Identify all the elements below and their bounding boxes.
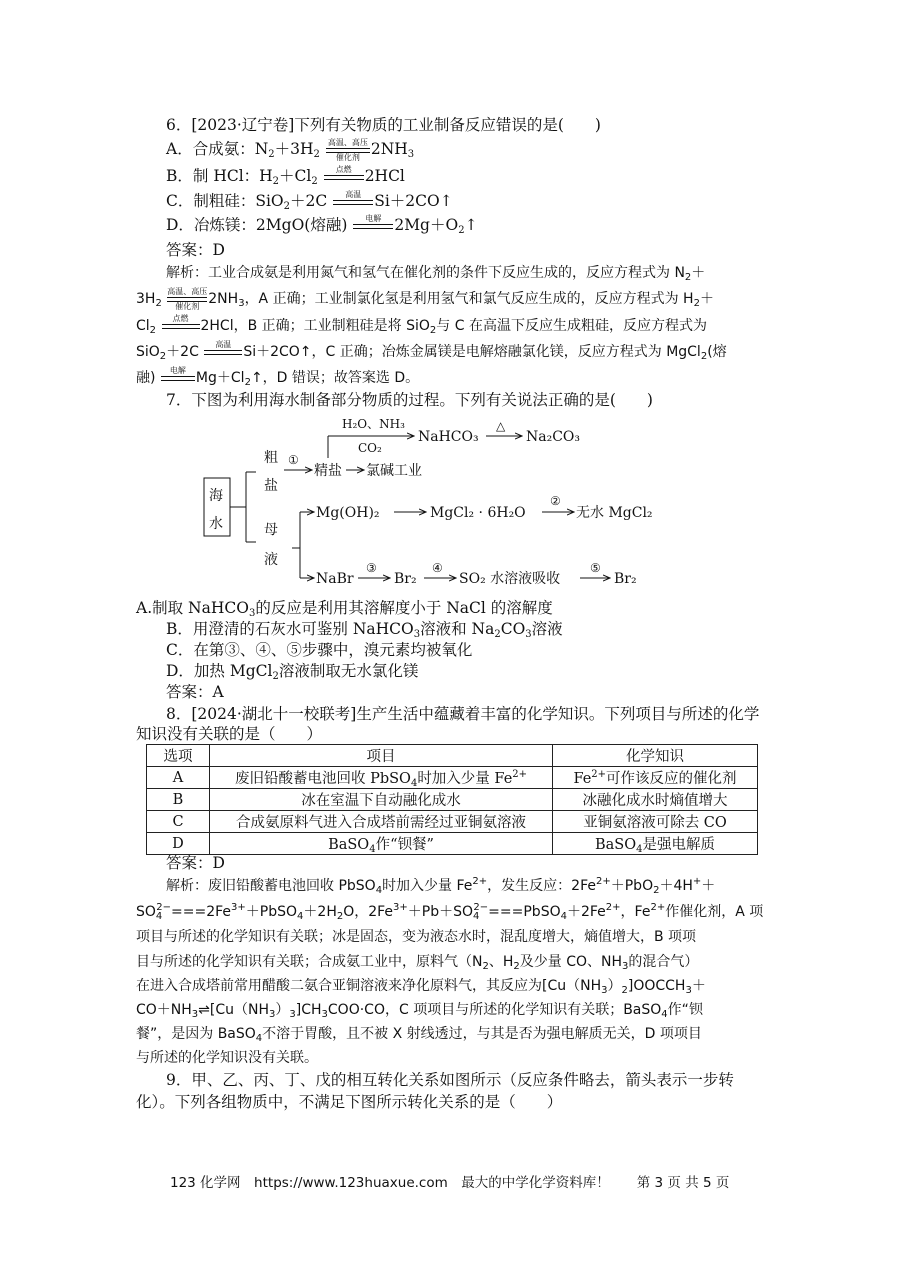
q8-explanation-line-8: 与所述的化学知识没有关联。 <box>136 1050 318 1066</box>
table-row: D BaSO$_4$作“钡餐” BaSO$_4$是强电解质 <box>147 833 758 855</box>
mother-liquor-label-1: 母 <box>264 522 278 538</box>
seawater-label-2: 水 <box>209 516 223 532</box>
mgoh2-label: Mg(OH)₂ <box>316 505 380 521</box>
nahco3-label: NaHCO₃ <box>418 429 479 445</box>
q8-explanation-line-2: $SO_4^{2-}===2Fe^{3+}+PbSO_4+2H_2O$，$2Fe^{3+}+Pb+SO_4^{2-}===PbSO_4+2Fe^{2+}$，$Fe^{2+}$作催化剂，A 项 <box>136 902 764 922</box>
seawater-label-1: 海 <box>209 488 223 504</box>
q7-option-d: D．加热 MgCl$_2$溶液制取无水氯化镁 <box>166 662 419 682</box>
step-5-label: ⑤ <box>590 561 601 575</box>
q7-stem: 7．下图为利用海水制备部分物质的过程。下列有关说法正确的是( ) <box>166 391 653 409</box>
crude-salt-label-2: 盐 <box>264 478 278 494</box>
refined-salt-label: 精盐 <box>314 463 342 479</box>
so2-absorb-label: SO₂ 水溶液吸收 <box>459 571 561 587</box>
reaction-condition: 高温、高压 催化剂 <box>327 138 368 162</box>
q8-explanation-line-3: 项目与所述的化学知识有关联；冰是固态，变为液态水时，混乱度增大，熵值增大，B 项项 <box>136 929 697 945</box>
q6-explanation-line-4: SiO$_2$＋2C 高温 Si＋2CO↑，C 正确；冶炼金属镁是电解熔融氯化镁，反应方程式为 MgCl$_2$(熔 <box>136 340 727 362</box>
reagents-bottom-label: CO₂ <box>358 441 382 455</box>
table-header-row <box>147 745 758 767</box>
q7-answer: 答案：A <box>166 683 224 701</box>
step-4-label: ④ <box>432 561 443 575</box>
chlor-alkali-label: 氯碱工业 <box>366 463 422 479</box>
q6-option-d: D．冶炼镁：2MgO(熔融) 电解 $2Mg+O_2↑$ <box>166 214 478 236</box>
anhydrous-mgcl2-label: 无水 MgCl₂ <box>576 505 653 521</box>
heat-label: △ <box>496 419 506 433</box>
q6-explanation-line-2: $3H_2$ 高温、高压 催化剂 $2NH_3$，A 正确；工业制氯化氢是利用氢气和氯气反应生成的，反应方程式为 $H_2+$ <box>136 287 714 311</box>
header-option: 选项 <box>147 745 210 767</box>
q6-explanation-line-5: 融) 电解 $Mg+Cl_2↑$，D 错误；故答案选 D。 <box>136 366 420 388</box>
q7-option-a: A.制取 NaHCO$_3$的反应是利用其溶解度小于 NaCl 的溶解度 <box>136 599 553 619</box>
seawater-process-diagram <box>196 408 656 596</box>
q6-option-c: C．制粗硅：SiO$_2$＋2C 高温 Si＋2CO↑ <box>166 190 453 212</box>
q8-explanation-line-1: 解析：废旧铅酸蓄电池回收 PbSO$_4$时加入少量 $Fe^{2+}$，发生反应：$2Fe^{2+}+PbO_2+4H^++$ <box>166 876 716 896</box>
step-1-label: ① <box>288 453 299 467</box>
mgcl2-hydrate-label: MgCl₂ · 6H₂O <box>430 505 526 521</box>
q6-option-a: A．合成氨：$N_2+3H_2$ 高温、高压 催化剂 $2NH_3$ <box>166 138 415 162</box>
header-knowledge: 化学知识 <box>553 745 758 767</box>
reaction-condition: 电解 <box>353 214 393 238</box>
q8-explanation-line-4: 目与所述的化学知识有关联；合成氨工业中，原料气（$N_2$、$H_2$及少量 CO、$NH_3$的混合气） <box>136 954 699 972</box>
q8-explanation-line-5: 在进入合成塔前常用醋酸二氨合亚铜溶液来净化原料气，其反应为$[Cu(NH_3)_2]OOCCH_3+$ <box>136 978 706 996</box>
na2co3-label: Na₂CO₃ <box>526 429 581 445</box>
q8-stem-line-2: 知识没有关联的是（ ） <box>136 725 323 743</box>
q6-explanation-line-3: $Cl_2$ 点燃 2HCl，B 正确；工业制粗硅是将 SiO$_2$与 C 在高温下反应生成粗硅，反应方程式为 <box>136 314 707 336</box>
mother-liquor-label-2: 液 <box>264 552 278 568</box>
step-2-label: ② <box>550 494 561 508</box>
q8-answer: 答案：D <box>166 854 225 872</box>
q8-explanation-line-7: 餐”，是因为 BaSO$_4$不溶于胃酸，且不被 X 射线透过，与其是否为强电解质无关，D 项项目 <box>136 1026 702 1044</box>
br2-label-a: Br₂ <box>394 571 417 587</box>
br2-label-b: Br₂ <box>614 571 637 587</box>
reaction-condition: 高温 <box>333 190 373 214</box>
q8-stem-line-1: 8．[2024·湖北十一校联考]生产生活中蕴藏着丰富的化学知识。下列项目与所述的化学 <box>166 705 760 723</box>
step-3-label: ③ <box>366 561 377 575</box>
q6-explanation-line-1: 解析：工业合成氨是利用氮气和氢气在催化剂的条件下反应生成的，反应方程式为 $N_2+$ <box>166 265 706 283</box>
nabr-label: NaBr <box>316 571 354 587</box>
q6-stem: 6．[2023·辽宁卷]下列有关物质的工业制备反应错误的是( ) <box>166 116 601 134</box>
q7-option-b: B．用澄清的石灰水可鉴别 NaHCO$_3$溶液和 $Na_2CO_3$溶液 <box>166 620 563 640</box>
q8-options-table <box>146 744 758 855</box>
reagents-top-label: H₂O、NH₃ <box>342 417 405 431</box>
q8-explanation-line-6: $CO+NH_3\rightleftharpoons[Cu(NH_3)_3]CH_3COO\cdot CO$，C 项项目与所述的化学知识有关联；BaSO$_4$作“钡 <box>136 1002 703 1020</box>
page-footer: 123 化学网 https://www.123huaxue.com 最大的中学化学资料库！ 第 3 页 共 5 页 <box>170 1175 730 1191</box>
table-row: A 废旧铅酸蓄电池回收 PbSO$_4$时加入少量 $Fe^{2+}$ $Fe^{2+}$可作该反应的催化剂 <box>147 767 758 789</box>
q9-stem-line-2: 化）。下列各组物质中，不满足下图所示转化关系的是（ ） <box>136 1093 563 1111</box>
header-item: 项目 <box>210 745 553 767</box>
reaction-condition: 点燃 <box>324 165 364 189</box>
crude-salt-label-1: 粗 <box>264 450 278 466</box>
q9-stem-line-1: 9．甲、乙、丙、丁、戊的相互转化关系如图所示（反应条件略去，箭头表示一步转 <box>166 1071 734 1089</box>
q6-option-b: B．制 HCl：$H_2+Cl_2$ 点燃 2HCl <box>166 165 405 187</box>
table-row: B 冰在室温下自动融化成水 冰融化成水时熵值增大 <box>147 789 758 811</box>
q7-option-c: C．在第③、④、⑤步骤中，溴元素均被氧化 <box>166 641 473 659</box>
q6-answer: 答案：D <box>166 241 225 259</box>
table-row: C 合成氨原料气进入合成塔前需经过亚铜氨溶液 亚铜氨溶液可除去 CO <box>147 811 758 833</box>
